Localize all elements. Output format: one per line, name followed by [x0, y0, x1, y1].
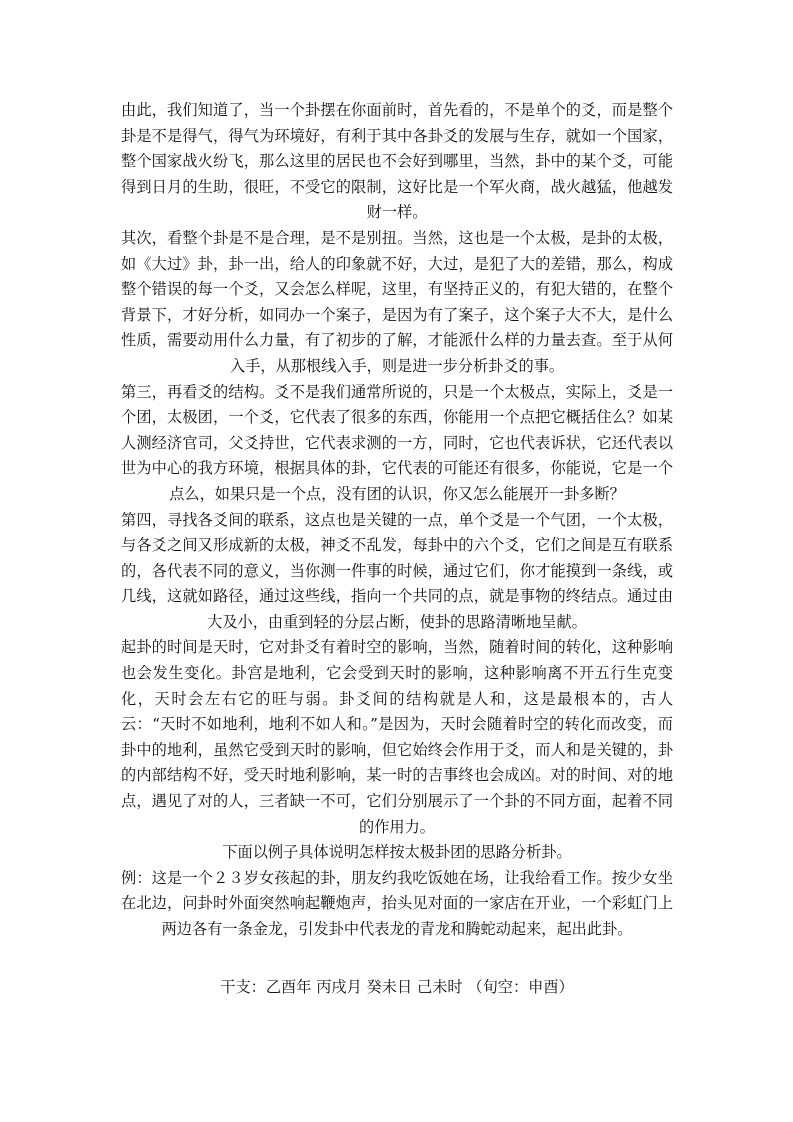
example-paragraph: 例：这是一个２３岁女孩起的卦，朋友约我吃饭她在场，让我给看工作。按少女坐在北边，问卦时外面突然响起鞭炮声，抬头见对面的一家店在开业，一个彩虹门上两边各有一条金龙，引发卦中代表龙的青龙和腾蛇动起来，起出此卦。 — [121, 868, 673, 938]
paragraph-5: 起卦的时间是天时，它对卦爻有着时空的影响，当然，随着时间的转化，这种影响也会发生变化。卦宫是地利，它会受到天时的影响，这种影响离不开五行生克变化，天时会左右它的旺与弱。卦爻间的结构就是人和，这是最根本的，古人云：“天时不如地利，地利不如人和。”是因为，天时会随着时空的转化而改变，而卦中的地利，虽然它受到天时的影响，但它始终会作用于爻，而人和是关键的，卦的内部结构不好，受天时地利影响，某一时的吉事终也会成凶。对的时间、对的地点，遇见了对的人，三者缺一不可，它们分别展示了一个卦的不同方面，起着不同的作用力。 — [121, 638, 673, 836]
example-intro: 下面以例子具体说明怎样按太极卦团的思路分析卦。 — [222, 843, 572, 862]
paragraph-2: 其次，看整个卦是不是合理，是不是别扭。当然，这也是一个太极，是卦的太极，如《大过》卦，卦一出，给人的印象就不好，大过，是犯了大的差错，那么，构成整个错误的每一个爻，又会怎么样呢，这里，有坚持正义的，有犯大错的，在整个背景下，才好分析，如同办一个案子，是因为有了案子，这个案子大不大，是什么性质，需要动用什么力量，有了初步的了解，才能派什么样的力量去查。至于从何入手，从那根线入手，则是进一步分析卦爻的事。 — [121, 228, 673, 375]
paragraph-3: 第三，再看爻的结构。爻不是我们通常所说的，只是一个太极点，实际上，爻是一个团，太极团，一个爻，它代表了很多的东西，你能用一个点把它概括住么？如某人测经济官司，父爻持世，它代表求测的一方，同时，它也代表诉状，它还代表以世为中心的我方环境，根据具体的卦，它代表的可能还有很多，你能说，它是一个点么，如果只是一个点，没有团的认识，你又怎么能展开一卦多断？ — [121, 382, 673, 503]
spacer — [121, 943, 673, 975]
ganzhi-line: 干支：乙酉年 丙戌月 癸未日 己未时 （旬空：申酉） — [220, 977, 574, 996]
paragraph-1: 由此，我们知道了，当一个卦摆在你面前时，首先看的，不是单个的爻，而是整个卦是不是得气，得气为环境好，有利于其中各卦爻的发展与生存，就如一个国家，整个国家战火纷飞，那么这里的居民也不会好到哪里，当然，卦中的某个爻，可能得到日月的生助，很旺，不受它的限制，这好比是一个军火商，战火越猛，他越发财一样。 — [121, 101, 673, 222]
document-page — [121, 98, 673, 1000]
paragraph-4: 第四，寻找各爻间的联系，这点也是关键的一点，单个爻是一个气团，一个太极，与各爻之间又形成新的太极，神爻不乱发，每卦中的六个爻，它们之间是互有联系的，各代表不同的意义，当你测一件事的时候，通过它们，你才能摸到一条线，或几线，这就如路径，通过这些线，指向一个共同的点，就是事物的终结点。通过由大及小，由重到轻的分层占断，使卦的思路清晰地呈献。 — [121, 510, 673, 631]
